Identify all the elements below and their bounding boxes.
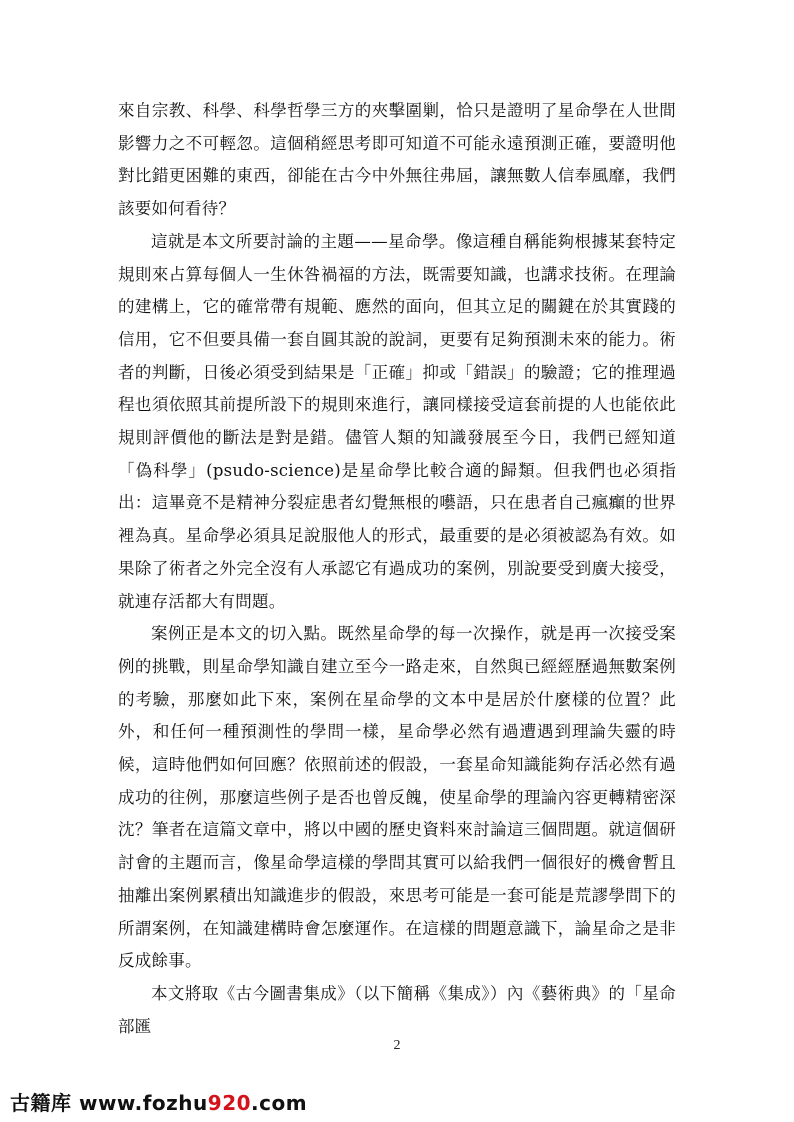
watermark-url-prefix: www.fozhu [78, 1091, 208, 1115]
site-watermark [10, 1087, 307, 1116]
watermark-url-suffix: .com [251, 1091, 308, 1115]
paragraph-2: 這就是本文所要討論的主題——星命學。像這種自稱能夠根據某套特定規則來占算每個人一生休咎禍福的方法，既需要知識，也講求技術。在理論的建構上，它的確常帶有規範、應然的面向，但其立足的關鍵在於其實踐的信用，它不但要具備一套自圓其說的說詞，更要有足夠預測未來的能力。術者的判斷，日後必須受到結果是「正確」抑或「錯誤」的驗證；它的推理過程也須依照其前提所設下的規則來進行，讓同樣接受這套前提的人也能依此規則評價他的斷法是對是錯。儘管人類的知識發展至今日，我們已經知道「偽科學」(psudo-science)是星命學比較合適的歸類。但我們也必須指出：這畢竟不是精神分裂症患者幻覺無根的囈語，只在患者自己瘋癲的世界裡為真。星命學必須具足說服他人的形式，最重要的是必須被認為有效。如果除了術者之外完全沒有人承認它有過成功的案例，別說要受到廣大接受，就連存活都大有問題。 [118, 231, 676, 611]
paragraph-1: 來自宗教、科學、科學哲學三方的夾擊圍剿，恰只是證明了星命學在人世間影響力之不可輕忽。這個稍經思考即可知道不可能永遠預測正確，要證明他對比錯更困難的東西，卻能在古今中外無往弗屆，讓無數人信奉風靡，我們該要如何看待？ [118, 101, 676, 219]
body-text [118, 95, 676, 1043]
paragraph-3: 案例正是本文的切入點。既然星命學的每一次操作，就是再一次接受案例的挑戰，則星命學知識自建立至今一路走來，自然與已經經歷過無數案例的考驗，那麼如此下來，案例在星命學的文本中是居於什麼樣的位置？此外，和任何一種預測性的學問一樣，星命學必然有過遭遇到理論失靈的時候，這時他們如何回應？依照前述的假設，一套星命知識能夠存活必然有過成功的往例，那麼這些例子是否也曾反餽，使星命學的理論內容更轉精密深沈？筆者在這篇文章中，將以中國的歷史資料來討論這三個問題。就這個研討會的主題而言，像星命學這樣的學問其實可以給我們一個很好的機會暫且抽離出案例累積出知識進步的假設，來思考可能是一套可能是荒謬學問下的所謂案例，在知識建構時會怎麼運作。在這樣的問題意識下，論星命之是非反成餘事。 [118, 624, 676, 971]
paragraph-4: 本文將取《古今圖書集成》（以下簡稱《集成》）內《藝術典》的「星命部匯 [118, 983, 676, 1036]
watermark-url-number: 920 [207, 1091, 252, 1115]
page-number: 2 [393, 1038, 401, 1053]
watermark-site-name: 古籍库 [10, 1091, 72, 1115]
